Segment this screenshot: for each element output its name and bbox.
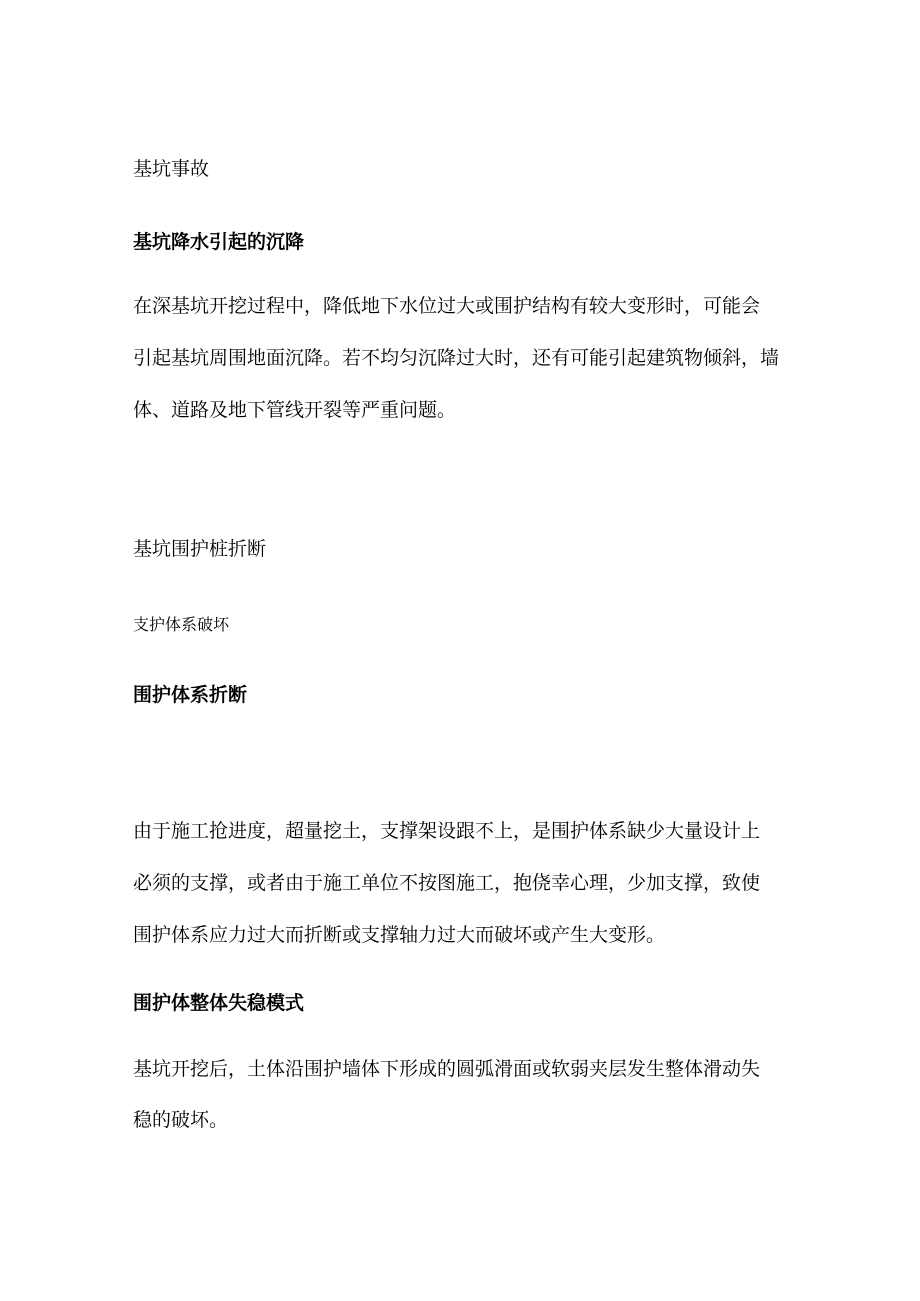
paragraph-line: 体、道路及地下管线开裂等严重问题。 — [133, 399, 457, 421]
paragraph-support-fracture — [133, 805, 760, 961]
document-title: 基坑事故 — [133, 158, 210, 180]
section-heading-overall-instability: 围护体整体失稳模式 — [133, 992, 305, 1014]
section-heading-support-failure: 支护体系破坏 — [133, 615, 230, 634]
section-heading-pile-fracture: 基坑围护桩折断 — [133, 538, 267, 560]
paragraph-line: 在深基坑开挖过程中，降低地下水位过大或围护结构有较大变形时，可能会 — [133, 295, 761, 317]
paragraph-line: 由于施工抢进度，超量挖土，支撑架设跟不上，是围护体系缺少大量设计上 — [133, 820, 761, 842]
paragraph-line: 稳的破坏。 — [133, 1109, 229, 1131]
paragraph-dewatering-settlement — [133, 280, 779, 436]
paragraph-overall-instability — [133, 1044, 760, 1146]
paragraph-line: 围护体系应力过大而折断或支撑轴力过大而破坏或产生大变形。 — [133, 924, 666, 946]
paragraph-line: 必须的支撑，或者由于施工单位不按图施工，抱侥幸心理，少加支撑，致使 — [133, 872, 761, 894]
sub-heading-support-fracture: 围护体系折断 — [133, 684, 248, 706]
section-heading-dewatering-settlement: 基坑降水引起的沉降 — [133, 231, 305, 253]
paragraph-line: 基坑开挖后，土体沿围护墙体下形成的圆弧滑面或软弱夹层发生整体滑动失 — [133, 1058, 761, 1080]
paragraph-line: 引起基坑周围地面沉降。若不均匀沉降过大时，还有可能引起建筑物倾斜，墙 — [133, 347, 780, 369]
